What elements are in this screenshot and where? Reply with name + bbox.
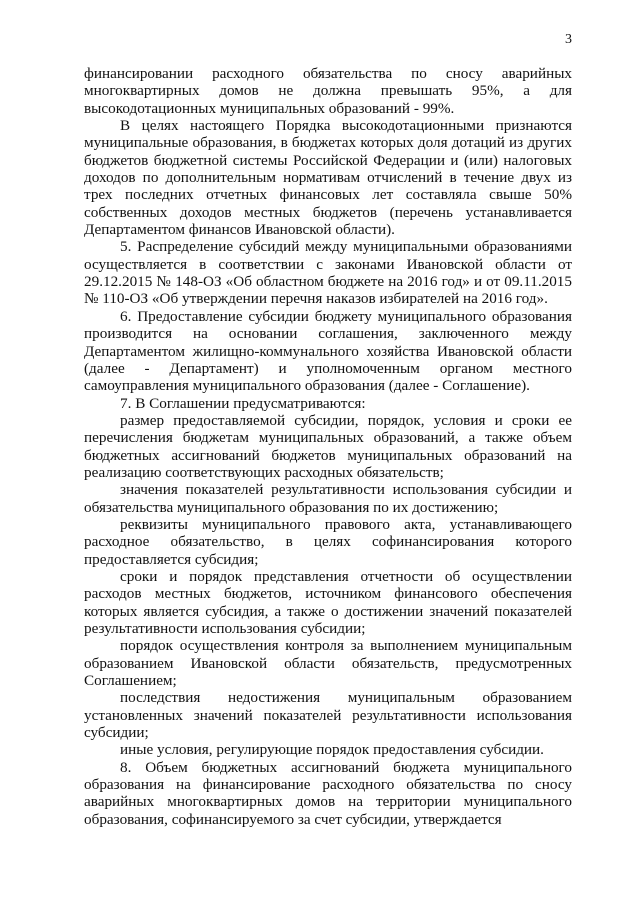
body-text	[84, 65, 572, 828]
paragraph-continuation: финансировании расходного обязательства по сносу аварийных многоквартирных домов не должна превышать 95%, а для высокодотационных муниципальных образований - 99%.	[84, 65, 572, 117]
list-item-subsidy-size: размер предоставляемой субсидии, порядок, условия и сроки ее перечисления бюджетам муниципальных образований, а также объем бюджетных ассигнований бюджетов муниципальных образований на реализацию соответствующих расходных обязательств;	[84, 411, 572, 481]
list-item-control: порядок осуществления контроля за выполнением муниципальным образованием Ивановской области обязательств, предусмотренных Соглашением;	[84, 637, 572, 690]
list-item-legal-act: реквизиты муниципального правового акта, устанавливающего расходное обязательство, в целях софинансирования которого предоставляется субсидия;	[84, 515, 572, 568]
paragraph-item-5: 5. Распределение субсидий между муниципальными образованиями осуществляется в соответствии с законами Ивановской области от 29.12.2015 № 148-ОЗ «Об областном бюджете на 2016 год» и от 09.11.2015 № 110-ОЗ «Об утверждении перечня наказов избирателей на 2016 год».	[84, 238, 572, 308]
list-item-other-conditions: иные условия, регулирующие порядок предоставления субсидии.	[120, 741, 544, 759]
paragraph-item-7: 7. В Соглашении предусматриваются:	[120, 394, 366, 412]
list-item-indicators: значения показателей результативности использования субсидии и обязательства муниципального образования по их достижению;	[84, 481, 572, 516]
list-item-consequences: последствия недостижения муниципальным образованием установленных значений показателей результативности использования субсидии;	[84, 689, 572, 742]
paragraph-item-6: 6. Предоставление субсидии бюджету муниципального образования производится на основании соглашения, заключенного между Департаментом жилищно-коммунального хозяйства Ивановской области (далее - Департамент) и уполномоченным органом местного самоуправления муниципального образования (далее - Соглашение).	[84, 307, 572, 395]
page-number: 3	[565, 32, 572, 47]
paragraph-high-subsidy-definition: В целях настоящего Порядка высокодотационными признаются муниципальные образования, в бюджетах которых доля дотаций из других бюджетов бюджетной системы Российской Федерации и (или) налоговых доходов по дополнительным нормативам отчислений в течение двух из трех последних отчетных финансовых лет составляла свыше 50% собственных доходов местных бюджетов (перечень устанавливается Департаментом финансов Ивановской области).	[84, 117, 572, 239]
paragraph-item-8: 8. Объем бюджетных ассигнований бюджета муниципального образования на финансирование расходного обязательства по сносу аварийных многоквартирных домов на территории муниципального образования, софинансируемого за счет субсидии, утверждается	[84, 758, 572, 828]
list-item-reporting: сроки и порядок представления отчетности об осуществлении расходов местных бюджетов, источником финансового обеспечения которых является субсидия, а также о достижении значений показателей результативности использования субсидии;	[84, 567, 572, 637]
